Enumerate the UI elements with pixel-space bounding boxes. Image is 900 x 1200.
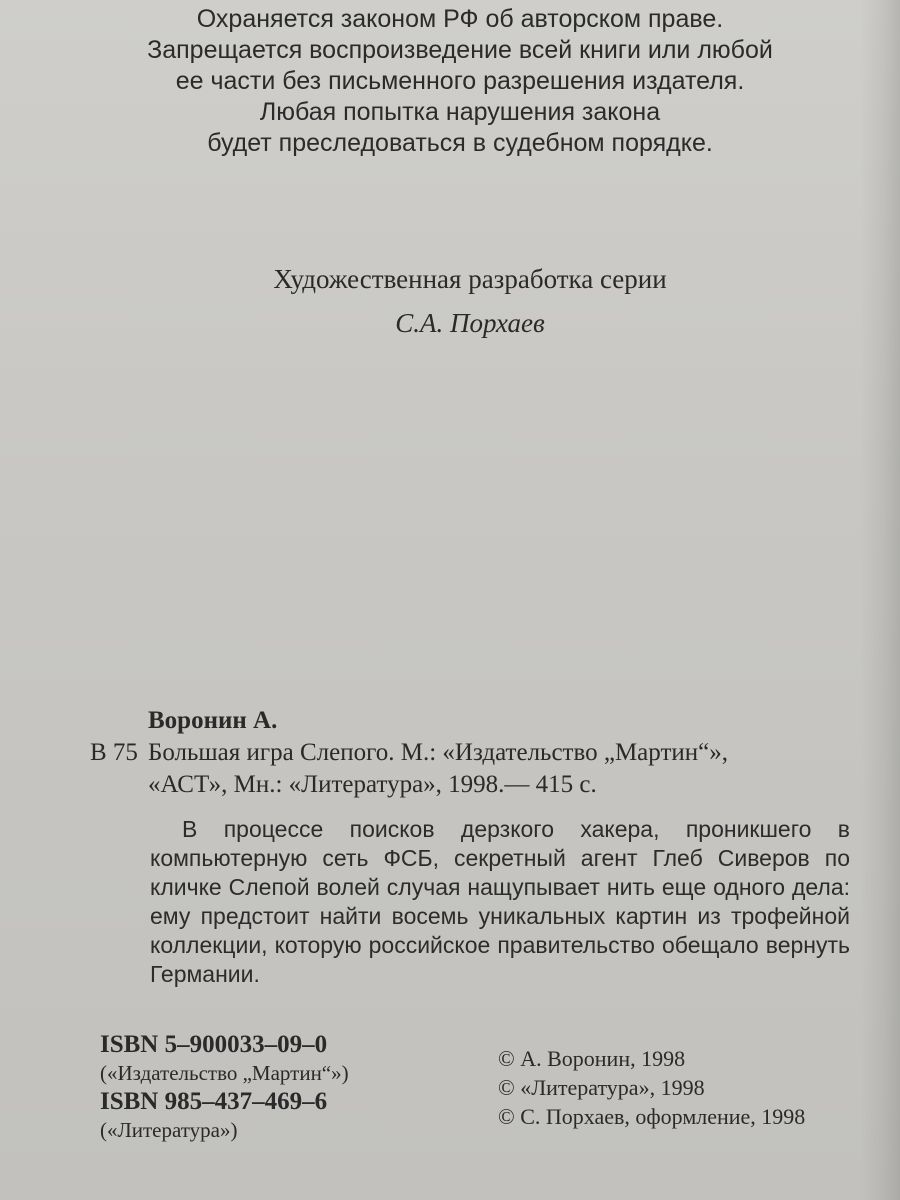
catalog-entry — [90, 705, 880, 989]
copyright-notice — [100, 4, 820, 159]
isbn-publisher: («Издательство „Мартин“») — [100, 1061, 349, 1085]
page-edge-shadow — [860, 0, 900, 1200]
series-designer-name: С.А. Порхаев — [395, 308, 545, 338]
annotation-text: В процессе поисков дерзкого хакера, проникшего в компьютерную сеть ФСБ, секретный агент Глеб Сиверов по кличке Слепой волей случая нащупывает нить еще одного дела: ему предстоит найти восемь уникальных картин из трофейной коллекции, которую российское правительство обещало вернуть Германии. — [150, 816, 850, 987]
library-code: В 75 — [90, 739, 138, 766]
notice-line: Любая попытка нарушения закона — [259, 98, 661, 126]
bib-line: «АСТ», Мн.: «Литература», 1998.— 415 с. — [148, 771, 597, 798]
bibliographic-record — [90, 737, 880, 801]
series-credit — [160, 262, 780, 340]
isbn-number: ISBN 5–900033–09–0 — [100, 1031, 328, 1058]
isbn-number: ISBN 985–437–469–6 — [100, 1088, 328, 1115]
author-heading: Воронин А. — [148, 707, 278, 734]
copyright-line: © «Литература», 1998 — [498, 1075, 705, 1100]
notice-line: ее части без письменного разрешения издателя. — [175, 67, 745, 95]
notice-line: будет преследоваться в судебном порядке. — [207, 129, 713, 157]
copyright-line: © С. Порхаев, оформление, 1998 — [498, 1104, 806, 1129]
copyright-block — [498, 1044, 878, 1131]
copyright-line: © А. Воронин, 1998 — [498, 1046, 686, 1071]
isbn-block — [100, 1030, 480, 1144]
isbn-publisher: («Литература») — [100, 1118, 238, 1142]
notice-line: Запрещается воспроизведение всей книги или любой — [147, 36, 773, 64]
notice-line: Охраняется законом РФ об авторском праве. — [196, 5, 724, 33]
bib-line: Большая игра Слепого. М.: «Издательство „Мартин“», — [148, 739, 728, 766]
series-credit-title: Художественная разработка серии — [273, 264, 667, 294]
